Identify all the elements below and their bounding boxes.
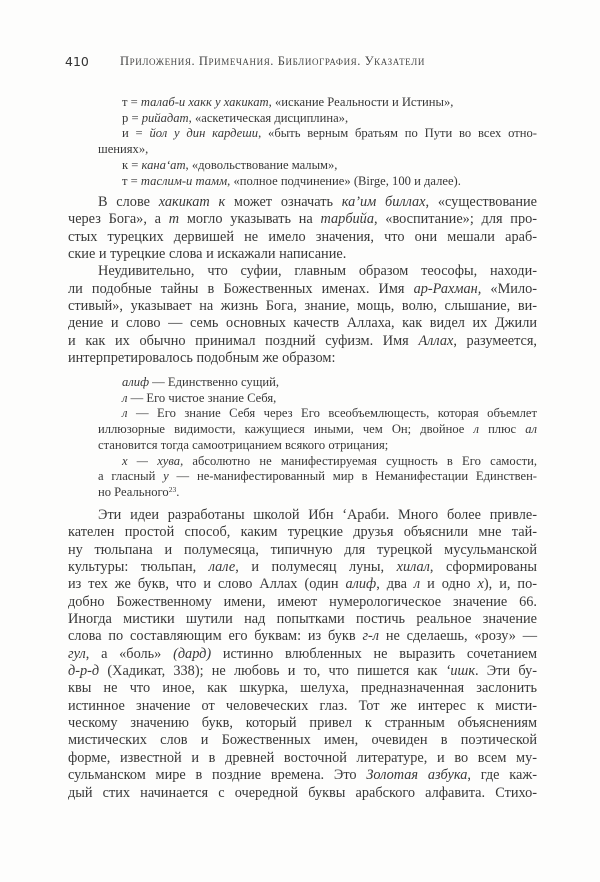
italic-term: рийадат xyxy=(141,110,189,125)
italic-term: йол у дин кардеши xyxy=(149,126,259,141)
text-run: культуры: тюльпан, xyxy=(68,559,209,576)
text-line xyxy=(68,646,537,663)
text-run: форме, известной и в древней восточной литературе, и во всем му- xyxy=(68,749,537,766)
text-line xyxy=(98,375,537,391)
text-run: и как их обычно принимал поздний суфизм. Имя xyxy=(68,332,419,349)
text-run: , сформированы xyxy=(429,559,537,576)
text-line xyxy=(68,194,537,211)
italic-term: л xyxy=(473,422,479,437)
text-line xyxy=(68,333,537,350)
text-line xyxy=(68,211,537,228)
text-line xyxy=(68,298,537,315)
text-line xyxy=(68,524,537,541)
italic-term: Золотая азбука xyxy=(366,767,468,784)
text-run: , и полумесяц луны, xyxy=(235,559,397,576)
text-line xyxy=(68,559,537,576)
italic-term: т xyxy=(168,211,180,228)
italic-term: алиф xyxy=(345,576,377,593)
italic-term: гул xyxy=(68,645,86,662)
text-line xyxy=(68,732,537,749)
text-run: ), и, по- xyxy=(483,576,537,593)
text-run: (Хадикат, 338); не любовь и то, что пишется как xyxy=(99,663,446,680)
text-run: т = xyxy=(122,173,141,188)
italic-term: ал xyxy=(525,422,537,437)
text-run: стых турецких дервишей не имело значения, что они мешали араб- xyxy=(68,228,537,245)
italic-term: тарбийа xyxy=(320,211,374,228)
text-line xyxy=(68,698,537,715)
text-run: , «аскетическая дисциплина», xyxy=(188,110,349,125)
text-run: становится тогда самоотрицанием всякого отрицания; xyxy=(98,437,389,452)
text-line xyxy=(68,750,537,767)
text-line xyxy=(98,142,537,158)
italic-term: л xyxy=(413,576,421,593)
text-run: , разумеется, xyxy=(453,332,538,349)
text-run: может означать xyxy=(225,194,342,210)
text-line xyxy=(68,767,537,784)
text-run: , абсолютно не манифестируемая сущность в Его самости, xyxy=(180,453,537,468)
text-run: дение и слово — семь основных качеств Аллаха, как видел их Джили xyxy=(68,315,537,332)
text-run: — Его чистое знание Себя, xyxy=(127,390,277,405)
text-line xyxy=(98,174,537,190)
text-run: , а «боль» xyxy=(85,645,174,662)
footnote-reference: 23 xyxy=(168,484,177,494)
text-line xyxy=(98,111,537,127)
text-line xyxy=(68,611,537,628)
italic-term: талаб-и хакк у хакикат xyxy=(140,95,269,109)
text-line xyxy=(68,680,537,697)
text-run: иллюзорные видимости, кажущиеся иными, чем Он; двойное xyxy=(98,422,474,437)
italic-term: хилал xyxy=(396,559,430,576)
text-run: , «полное подчинение» (Birge, 100 и далее). xyxy=(227,173,461,188)
text-line xyxy=(68,507,537,524)
text-line xyxy=(98,158,537,174)
italic-term: х — хува xyxy=(122,453,181,468)
text-line xyxy=(68,263,537,280)
text-run: кателен простой способ, каким турецкие друзья объяснили мне тай- xyxy=(68,524,537,541)
text-run: Иногда мистики шутили над попытками постичь реальное значение xyxy=(68,611,537,628)
text-run: квы не что иное, как шкурка, шелуха, предназначенная заслонить xyxy=(68,680,537,697)
running-title: Приложения. Примечания. Библиография. Указатели xyxy=(120,54,425,68)
block-quote-letter-meanings xyxy=(98,95,537,189)
text-run: ские и турецкие слова и искажали написание. xyxy=(68,246,347,263)
italic-term: ар-Рахман, xyxy=(413,280,482,297)
text-run: стивый», указывает на жизнь Бога, знание, мощь, волю, слышание, ви- xyxy=(68,298,537,315)
text-line xyxy=(68,281,537,298)
text-run: , «существование xyxy=(425,194,537,210)
text-run: , «искание Реальности и Истины», xyxy=(268,95,454,109)
text-run: ли подобные тайны в Божественных именах. Имя xyxy=(68,280,414,297)
text-run: интерпретировалось подобным же образом: xyxy=(68,350,336,367)
italic-term: алиф xyxy=(122,375,150,389)
page-number: 410 xyxy=(65,54,89,69)
text-run: плюс xyxy=(478,422,526,437)
text-run: из тех же букв, что и слово Аллах (один xyxy=(68,576,346,593)
text-run: В слове xyxy=(98,194,159,210)
italic-term: лале xyxy=(208,559,236,576)
text-run: , два xyxy=(376,576,414,593)
text-run: не сделаешь, «розу» — xyxy=(379,628,537,645)
text-run: ческому значению букв, который привел к странным объяснениям xyxy=(68,715,537,732)
running-header xyxy=(0,54,600,72)
text-run: . xyxy=(176,484,180,499)
italic-term: у xyxy=(163,469,169,484)
text-line xyxy=(68,576,537,593)
text-run: — Его знание Себя через Его всеобъемлющесть, которая объемлет xyxy=(127,406,537,421)
text-run: , «воспитание»; для про- xyxy=(373,211,537,228)
text-run: р = xyxy=(122,110,142,125)
text-run: — Единственно сущий, xyxy=(149,375,280,389)
text-line xyxy=(68,315,537,332)
text-line xyxy=(68,785,537,802)
text-run: ну тюльпана и полумесяца, типичную для турецкой мусульманской xyxy=(68,541,537,558)
text-run: сульманском мире в поздние времена. Это xyxy=(68,767,367,784)
italic-term: л xyxy=(122,390,128,405)
text-line xyxy=(98,406,537,422)
text-line xyxy=(68,628,537,645)
text-line xyxy=(68,663,537,680)
text-line xyxy=(98,469,537,485)
text-run: истинно влюбленных не выразить сочетанием xyxy=(211,645,537,662)
text-line xyxy=(68,542,537,559)
text-line xyxy=(98,126,537,142)
italic-term: Аллах xyxy=(418,332,454,349)
text-run: могло указывать на xyxy=(179,211,321,228)
text-run: , где каж- xyxy=(467,767,537,784)
text-run: шениях», xyxy=(98,142,149,157)
text-line xyxy=(98,391,537,407)
italic-term: л xyxy=(122,406,128,421)
text-run: . Эти бу- xyxy=(475,663,537,680)
italic-term: (дард) xyxy=(173,645,212,662)
text-line xyxy=(98,95,537,111)
text-run: — не-манифестированный мир в Неманифестации Единствен- xyxy=(168,469,538,484)
text-line xyxy=(98,438,537,454)
italic-term: кана‘ат xyxy=(141,157,186,172)
text-run: Эти идеи разработаны школой Ибн ‘Араби. Много более привле- xyxy=(98,507,537,523)
text-run: и = xyxy=(122,126,150,141)
italic-term: таслим-и тамм xyxy=(140,173,228,188)
text-line xyxy=(98,422,537,438)
text-run: истинное значение от человеческих глаз. Тот же интерес к мисти- xyxy=(68,697,537,714)
text-line xyxy=(68,246,537,263)
italic-term: г-л xyxy=(362,628,380,645)
text-run: мистических слов и Божественных имен, очевиден в поэтической xyxy=(68,732,537,749)
italic-term: хакикат к xyxy=(158,194,226,210)
italic-term: ‘ишк xyxy=(445,663,476,680)
italic-term: х xyxy=(477,576,484,593)
text-run: и одно xyxy=(420,576,478,593)
text-run: дый стих начинается с очередной буквы арабского алфавита. Стихо- xyxy=(68,784,537,801)
italic-term: д-р-д xyxy=(68,663,100,680)
text-run: слова по составляющим его буквам: из букв xyxy=(68,628,363,645)
text-run: , «довольствование малым», xyxy=(185,157,338,172)
text-run: добно Божественному имени, имеют нумерологическое значение 66. xyxy=(68,593,537,610)
text-run: т = xyxy=(122,95,141,109)
text-run: , «быть верным братьям по Пути во всех отно- xyxy=(258,126,538,141)
text-run: через Бога», а xyxy=(68,211,169,228)
text-run: к = xyxy=(122,157,142,172)
text-line xyxy=(68,350,537,367)
text-line xyxy=(98,454,537,470)
text-run: а гласный xyxy=(98,469,164,484)
body-paragraph-ibn-arabi xyxy=(68,507,537,802)
body-paragraphs-intro xyxy=(68,194,537,367)
text-line xyxy=(68,229,537,246)
block-quote-allah-letters xyxy=(98,375,537,501)
text-line xyxy=(68,715,537,732)
text-line xyxy=(68,594,537,611)
text-run: но Реального xyxy=(98,484,169,499)
text-run: Неудивительно, что суфии, главным образом теософы, находи- xyxy=(98,263,537,280)
italic-term: ка’им биллах xyxy=(341,194,426,210)
text-run: «Мило- xyxy=(481,280,537,297)
text-line xyxy=(98,485,537,501)
